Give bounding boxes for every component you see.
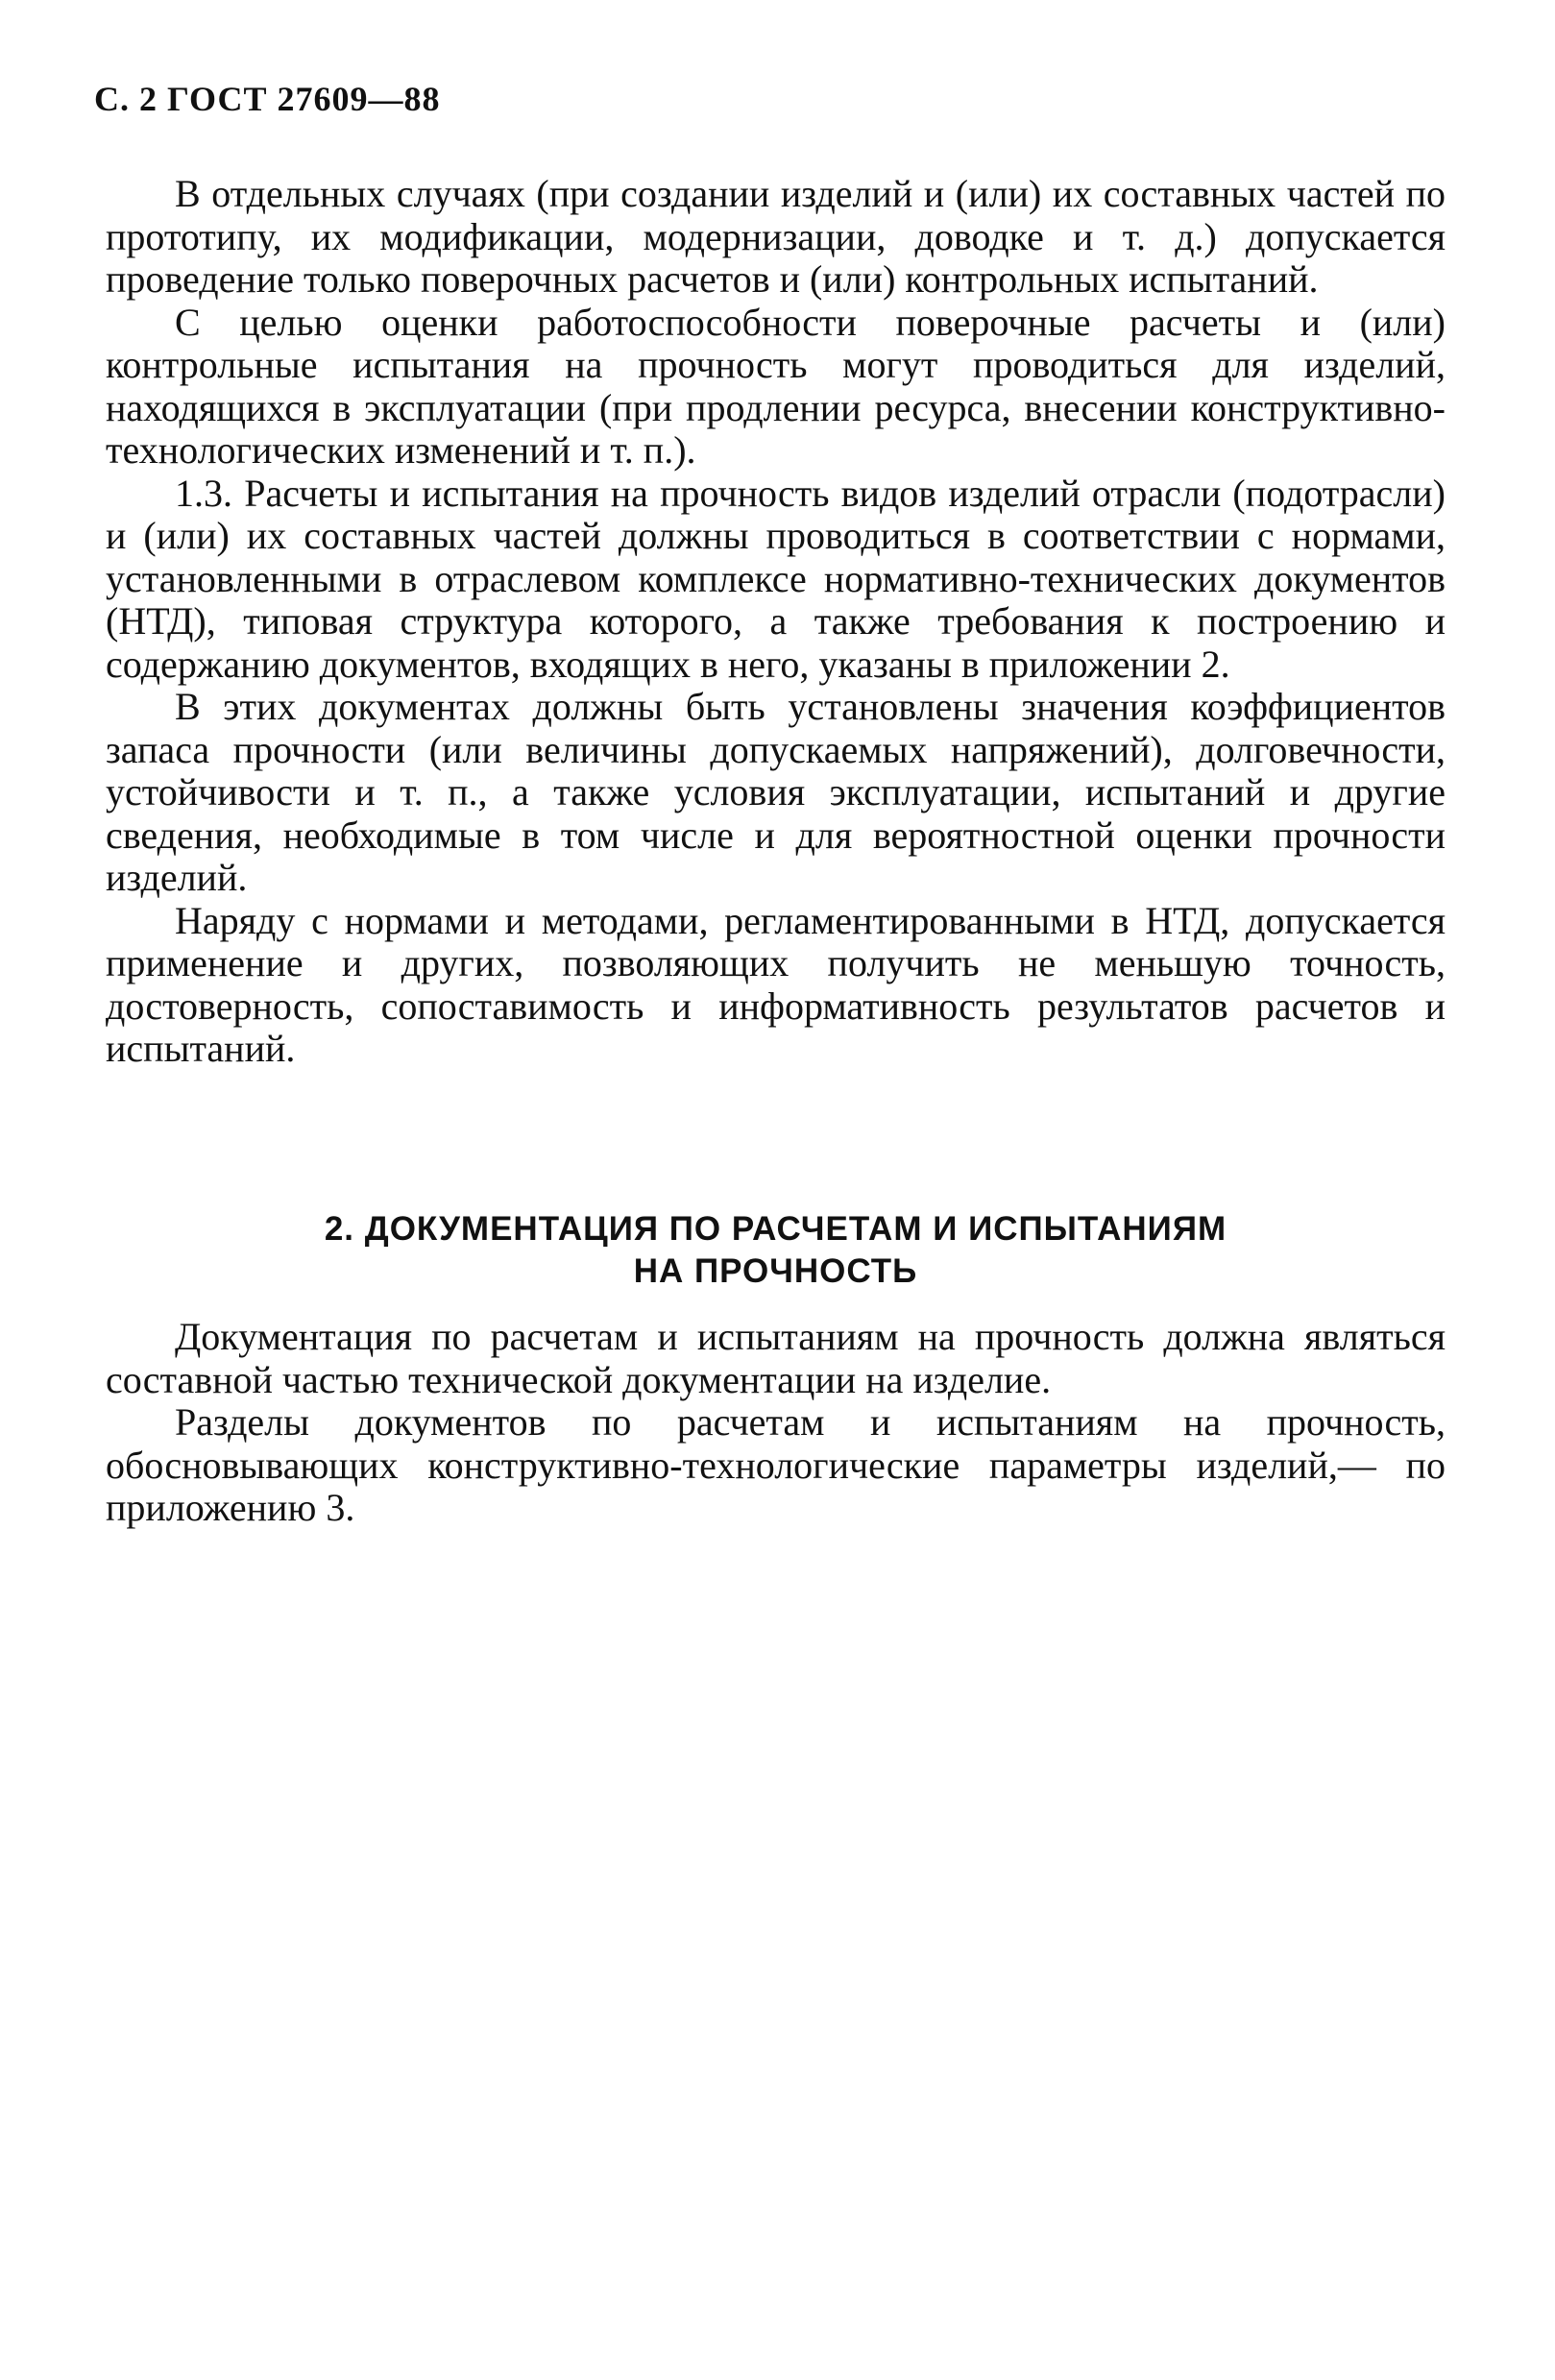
section-title-line-1: 2. ДОКУМЕНТАЦИЯ ПО РАСЧЕТАМ И ИСПЫТАНИЯМ (324, 1210, 1227, 1248)
section-title-line-2: НА ПРОЧНОСТЬ (633, 1252, 918, 1290)
section-2-title (106, 1208, 1446, 1293)
paragraph-6: Документация по расчетам и испытаниям на прочность должна являться составной частью технической документации на изделие. (106, 1315, 1446, 1401)
section-1-body (106, 173, 1446, 1071)
page-header: С. 2 ГОСТ 27609—88 (94, 80, 441, 118)
paragraph-2: С целью оценки работоспособности поверочные расчеты и (или) контрольные испытания на прочность могут проводиться для изделий, находящихся в эксплуатации (при продлении ресурса, внесении конструктивно-технологических изменений и т. п.). (106, 300, 1446, 472)
section-2-body (106, 1316, 1446, 1530)
paragraph-7: Разделы документов по расчетам и испытаниям на прочность, обосновывающих конструктивно-технологические параметры изделий,— по приложению 3. (106, 1400, 1446, 1529)
paragraph-1: В отдельных случаях (при создании изделий и (или) их составных частей по прототипу, их модификации, модернизации, доводке и т. д.) допускается проведение только поверочных расчетов и (или) контрольных испытаний. (106, 172, 1446, 301)
paragraph-3: 1.3. Расчеты и испытания на прочность видов изделий отрасли (подотрасли) и (или) их составных частей должны проводиться в соответствии с нормами, установленными в отраслевом комплексе нормативно-технических документов (НТД), типовая структура которого, а также требования к построению и содержанию документов, входящих в него, указаны в приложении 2. (106, 471, 1446, 686)
paragraph-4: В этих документах должны быть установлены значения коэффициентов запаса прочности (или величины допускаемых напряжений), долговечности, устойчивости и т. п., а также условия эксплуатации, испытаний и другие сведения, необходимые в том числе и для вероятностной оценки прочности изделий. (106, 685, 1446, 899)
paragraph-5: Наряду с нормами и методами, регламентированными в НТД, допускается применение и других, позволяющих получить не меньшую точность, достоверность, сопоставимость и информативность результатов расчетов и испытаний. (106, 898, 1446, 1070)
